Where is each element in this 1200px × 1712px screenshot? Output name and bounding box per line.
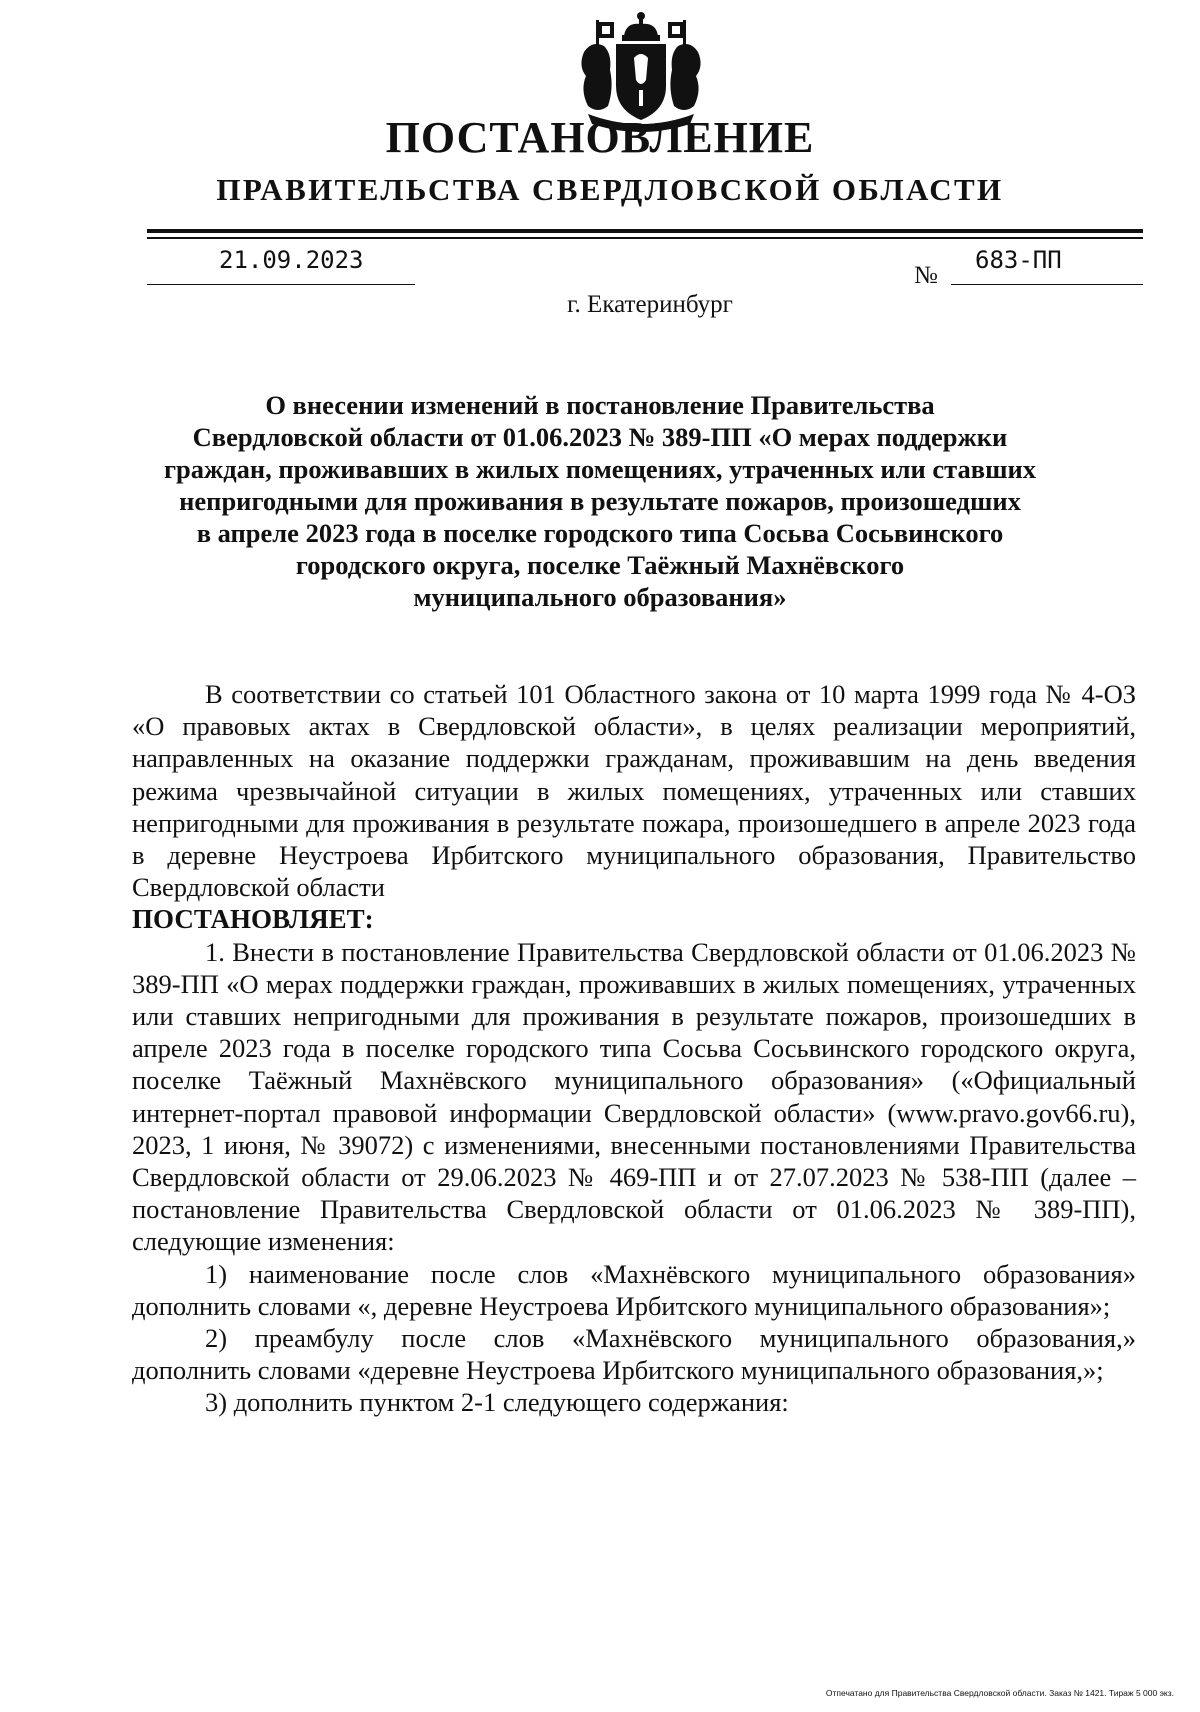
decree-word: ПОСТАНОВЛЯЕТ: [132, 904, 374, 935]
number-field [951, 246, 1143, 285]
heading-line: муниципального образования» [413, 582, 787, 612]
print-note: Отпечатано для Правительства Свердловской области. Заказ № 1421. Тираж 5 000 экз. [825, 1688, 1174, 1698]
date-field [147, 246, 415, 285]
item-1-paragraph: 1. Внести в постановление Правительства Свердловской области от 01.06.2023 № 389-ПП «О мерах поддержки граждан, проживавших в жилых помещениях, утраченных или ставших непригодными для проживания в результате пожаров, произошедших в апреле 2023 года в поселке городского типа Сосьва Сосьвинского городского округа, поселке Таёжный Махнёвского муниципального образования» («Официальный интернет-портал правовой информации Свердловской области» (www.pravo.gov66.ru), 2023, 1 июня, № 39072) с изменениями, внесенными постановлениями Правительства Свердловской области от 29.06.2023 № 469-ПП и от 27.07.2023 № 538-ПП (далее – постановление Правительства Свердловской области от 01.06.2023 № 389-ПП), следующие изменения: [132, 936, 1136, 1257]
document-title: ПОСТАНОВЛЕНИЕ [385, 113, 815, 162]
subitem-2-paragraph: 2) преамбулу после слов «Махнёвского муниципального образования,» дополнить словами «деревне Неустроева Ирбитского муниципального образования,»; [132, 1323, 1136, 1386]
heading-line: непригодными для проживания в результате пожаров, произошедших [179, 486, 1021, 516]
document-heading [150, 389, 1050, 613]
subitem-3-paragraph: 3) дополнить пунктом 2-1 следующего содержания: [205, 1387, 789, 1418]
heading-line: О внесении изменений в постановление Правительства [265, 390, 935, 420]
heading-line: Свердловской области от 01.06.2023 № 389-ПП «О мерах поддержки [192, 422, 1008, 452]
document-city: г. Екатеринбург [567, 291, 733, 318]
document-number: 683-ПП [975, 246, 1062, 274]
subitem-1-paragraph: 1) наименование после слов «Махнёвского муниципального образования» дополнить словами «, деревне Неустроева Ирбитского муниципального образования»; [132, 1258, 1136, 1321]
number-sign: № [914, 262, 938, 289]
preamble-paragraph: В соответствии со статьей 101 Областного закона от 10 марта 1999 года № 4-ОЗ «О правовых актах в Свердловской области», в целях реализации мероприятий, направленных на оказание поддержки гражданам, проживавшим на день введения режима чрезвычайной ситуации в жилых помещениях, утраченных или ставших непригодными для проживания в результате пожара, произошедшего в апреле 2023 года в деревне Неустроева Ирбитского муниципального образования, Правительство Свердловской области [132, 679, 1136, 903]
header-rule-thick [147, 229, 1143, 233]
header-rule-thin [147, 237, 1143, 239]
heading-line: граждан, проживавших в жилых помещениях, утраченных или ставших [164, 454, 1036, 484]
heading-line: в апреле 2023 года в поселке городского типа Сосьва Сосьвинского [196, 518, 1004, 548]
heading-line: городского округа, поселке Таёжный Махнёвского [295, 550, 905, 580]
document-date: 21.09.2023 [219, 246, 364, 274]
document-issuer: ПРАВИТЕЛЬСТВА СВЕРДЛОВСКОЙ ОБЛАСТИ [216, 172, 1004, 207]
document-body [132, 678, 1136, 1419]
